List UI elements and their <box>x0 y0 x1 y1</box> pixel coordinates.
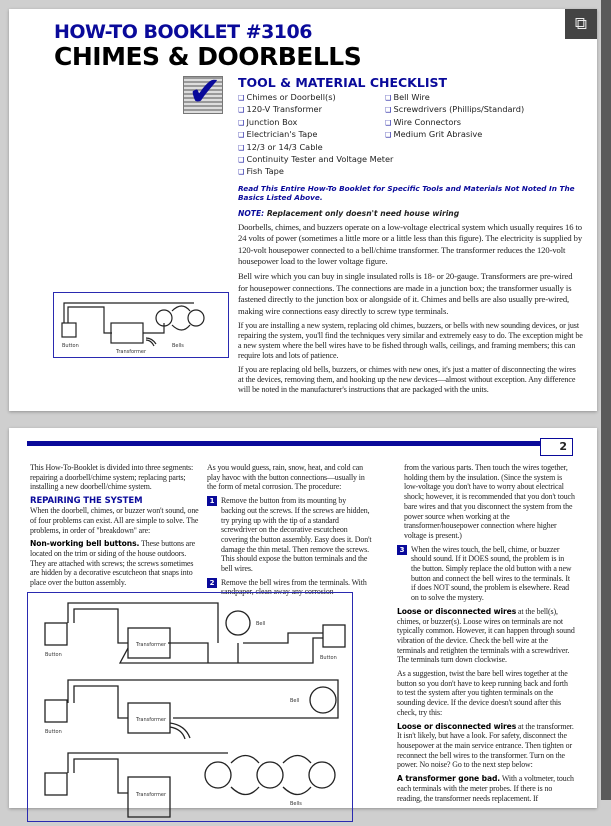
section-heading: REPAIRING THE SYSTEM <box>30 496 143 507</box>
checklist-item: ❑ Junction Box <box>238 117 385 129</box>
checklist-item: ❑ 12/3 or 14/3 Cable <box>238 142 385 154</box>
figure-label-transformer: Transformer <box>116 349 147 355</box>
paragraph: Bell wire which you can buy in single insulated rolls is 18- or 20-gauge. Transformers are pre-wired for housepower connections. The connections are made in a junction box; the transformer usually is fastened directly to the junction box or alongside of it. Chimes and bells are also usually pre-wired, making wire connections easy directly to screw type terminals. <box>238 271 573 316</box>
section-text: When the doorbell, chimes, or buzzer won't sound, one of four problems can exist. All are simple to solve. The problems, in order of "breakdown" are: <box>30 506 199 535</box>
page-title: CHIMES & DOORBELLS <box>54 42 362 71</box>
checklist-item: ❑ Continuity Tester and Voltage Meter <box>238 154 585 166</box>
wiring-diagrams <box>27 592 353 822</box>
paragraph: If you are replacing old bells, buzzers, or chimes with new ones, it's just a matter of disconnecting the wires at the devices, removing them, and hooking up the new devices—almost without exception. Any difference will be noted in the manufacturer's instructions that are packaged with the units. <box>238 365 576 395</box>
checklist-items <box>238 92 583 179</box>
note: NOTE: Replacement only doesn't need house wiring <box>238 208 460 218</box>
step-number-icon: 3 <box>397 545 407 555</box>
transformer-bad: A transformer gone bad. With a voltmeter, touch each terminals with the meter probes. If there is no reading, the transformer needs replacement. If <box>397 774 574 803</box>
wiring-diagram <box>53 292 229 358</box>
checklist-item: ❑ 120-V Transformer <box>238 104 385 116</box>
checklist-item: ❑ Chimes or Doorbell(s) <box>238 92 385 104</box>
header-rule <box>27 441 540 446</box>
open-external-button[interactable] <box>565 9 597 39</box>
checklist-title: TOOL & MATERIAL CHECKLIST <box>238 75 448 90</box>
checkmark-icon: ✔ <box>183 76 223 114</box>
column-1 <box>30 463 202 592</box>
step-3: 3 When the wires touch, the bell, chime, or buzzer should sound. If it DOES sound, the problem is in the button. Simply replace the old button with a new button and connect the bell wires to the terminals. It if does NOT sound, the problem is elsewhere. Read on to solve the mystery. <box>397 545 575 603</box>
step-number-icon: 2 <box>207 578 217 588</box>
booklet-number: HOW-TO BOOKLET #3106 <box>54 21 312 43</box>
page-number: 2 <box>540 438 573 456</box>
figure-label-bell: Bell <box>290 698 300 704</box>
checklist-item: ❑ Screwdrivers (Phillips/Standard) <box>385 104 585 116</box>
col3-continued: from the various parts. Then touch the wires together, holding them by the insulation. (Since the system is low-voltage you don't have to worry about electrical shock; however, it is recommended that you don't touch bare wires and that you disconnect the system from the power source when working at the transformer/housepower connection where higher voltage is present.) <box>404 463 575 540</box>
step-2: 2 Remove the bell wires from the terminals. With sandpaper, clean away any corrosion <box>207 578 372 597</box>
checklist-item: ❑ Electrician's Tape <box>238 129 385 141</box>
checklist <box>238 75 583 395</box>
intro: This How-To-Booklet is divided into three segments: repairing a doorbell/chime system; replacing parts; installing a new doorbell/chime system. <box>30 463 194 492</box>
paragraph: Doorbells, chimes, and buzzers operate on a low-voltage electrical system which usually requires 16 to 24 volts of power (sometimes a little more or a little less than this figure). The electricity is supplied by 120-volt housepower connected to a bell/chime transformer. The transformer reduces the 120-volt housepower load to the lower voltage figure. <box>238 221 583 267</box>
booklet-page-1 <box>9 9 597 411</box>
booklet-page-2 <box>9 428 597 808</box>
scrollbar[interactable] <box>601 0 611 800</box>
read-note: Read This Entire How-To Booklet for Specific Tools and Materials Not Noted In The Basics Listed Above. <box>238 183 575 203</box>
figure-label-button: Button <box>45 652 62 658</box>
figure-label-button: Button <box>45 729 62 735</box>
loose-wires-transformer: Loose or disconnected wires at the transformer. It isn't likely, but have a look. For safety, disconnect the housepower at the main service entrance. Then tighten or reconnect the bell wires to the transformer. Turn on the power. No noise? Go to the next step below: <box>397 721 574 770</box>
paragraph: If you are installing a new system, replacing old chimes, buzzers, or bells with new sounding devices, or just repairing the system, you'll find the techniques very similar and extremely easy to do. The exception might be a new system where the bell wires have to be fished through walls, ceilings, and framing members; this can require lots and lots of patience. <box>238 321 583 361</box>
column-2 <box>207 463 372 601</box>
figure-label-button: Button <box>62 343 79 349</box>
figure-label-transformer: Transformer <box>136 792 167 798</box>
column-3 <box>397 463 575 807</box>
step-1: 1 Remove the button from its mounting by backing out the screws. If the screws are hidden, try prying up with the tip of a standard screwdriver on the decorative escutcheon covering the button assembly. Easy does it. Don't damage the thin metal. Then remove the screws. This should expose the button terminals and the bell wires. <box>207 496 372 574</box>
figure-label-button: Button <box>320 655 337 661</box>
figure-label-transformer: Transformer <box>136 642 167 648</box>
figure-label-transformer: Transformer <box>136 717 167 723</box>
checklist-item: ❑ Fish Tape <box>238 166 385 178</box>
figure-label-bells: Bells <box>290 801 302 807</box>
nonworking-paragraph: Non-working bell buttons. These buttons are located on the trim or siding of the house outdoors. They are attached with screws; the screws sometimes are hidden by a decorative escutcheon that snaps into place over the button assembly. <box>30 539 196 588</box>
figure-label-bells: Bells <box>172 343 184 349</box>
checklist-item: ❑ Bell Wire <box>385 92 585 104</box>
figure-label-bell: Bell <box>256 621 266 627</box>
suggestion: As a suggestion, twist the bare bell wires together at the button so you don't have to keep running back and forth to test the system after you tighten terminals on the sounding device. If the device doesn't sound after this check, try this: <box>397 669 568 717</box>
external-link-icon: ⧉ <box>574 14 588 34</box>
col2-intro: As you would guess, rain, snow, heat, and cold can play havoc with the button connections—usually in the form of metal corrosion. The procedure: <box>207 463 365 492</box>
step-number-icon: 1 <box>207 496 217 506</box>
checklist-item: ❑ Wire Connectors <box>385 117 585 129</box>
loose-wires-bell: Loose or disconnected wires at the bell(s), chimes, or buzzer(s). Loose wires on terminals are not typically common. However, it can happen through sound vibration of the device. Check the bell wire at the terminals and retighten the terminals with a screwdriver. The terminals turn down clockwise. <box>397 606 575 665</box>
checklist-item: ❑ Medium Grit Abrasive <box>385 129 585 141</box>
